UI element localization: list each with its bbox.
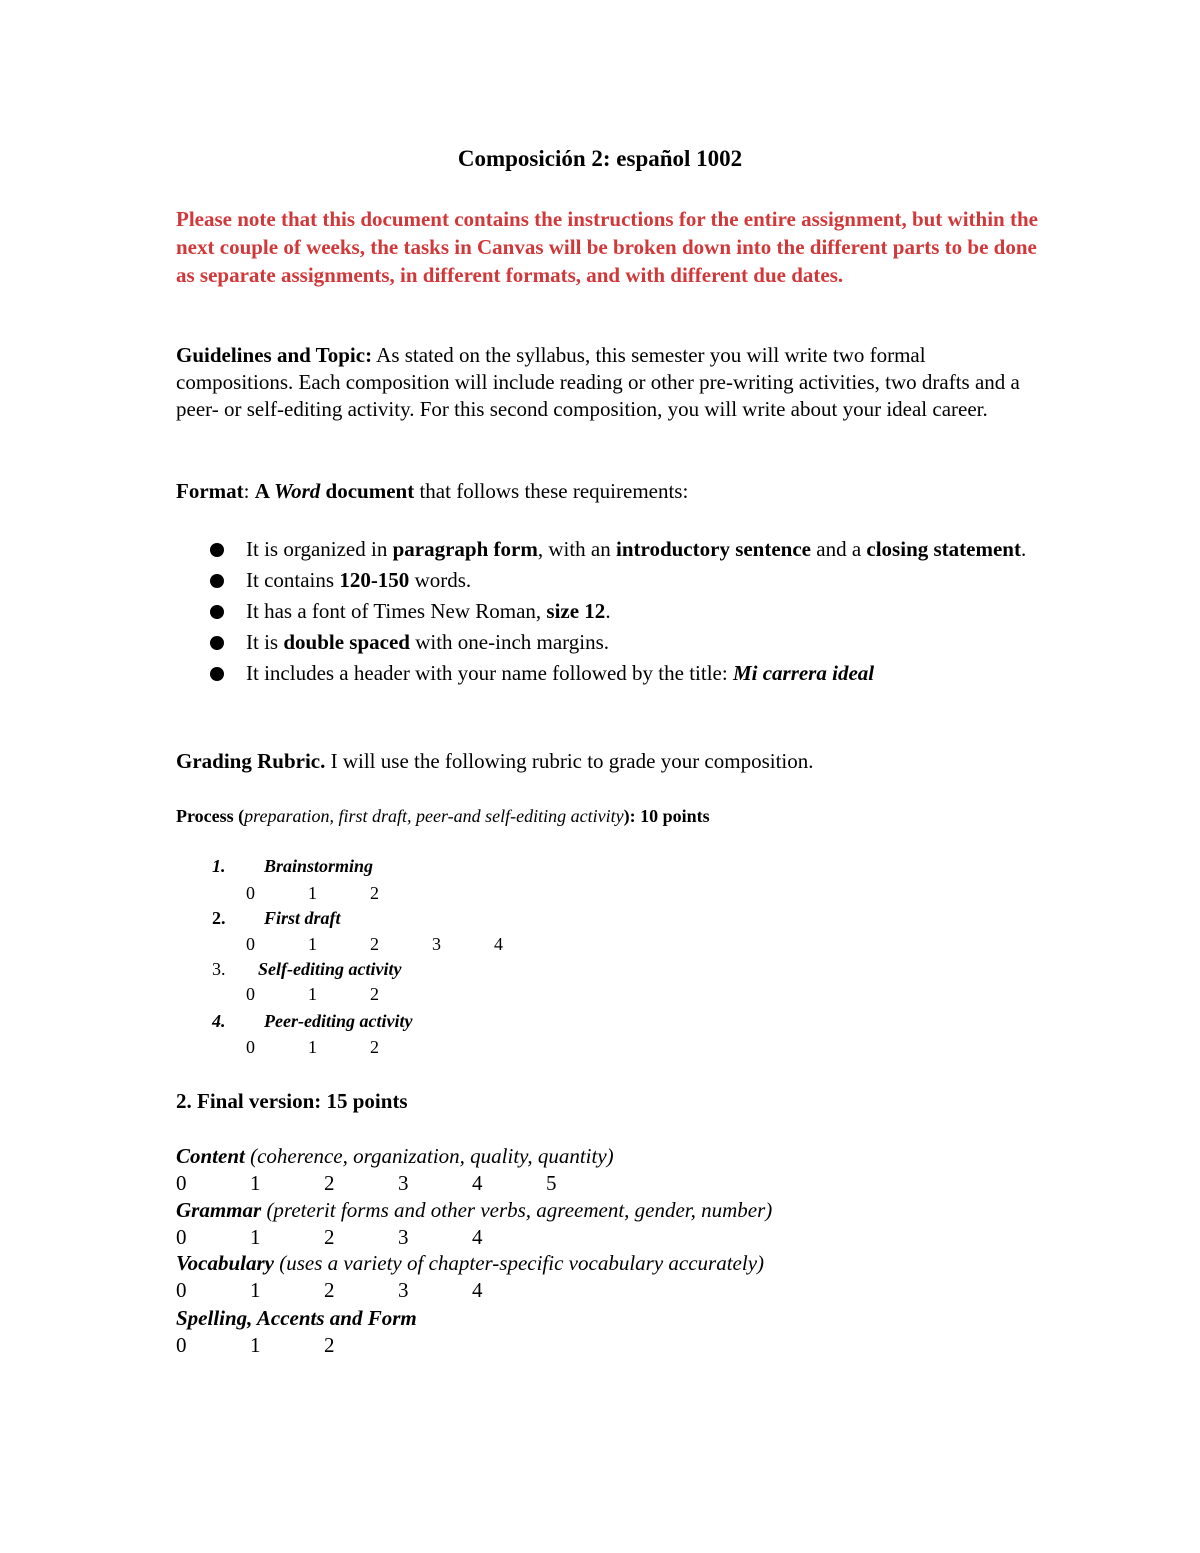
requirement-item: It contains 120-150 words. — [210, 565, 1050, 596]
process-item-scores: 0 1 2 3 4 — [246, 934, 503, 954]
criterion-scores: 0 1 2 3 4 — [176, 1278, 483, 1302]
guidelines-paragraph — [176, 342, 1036, 423]
guidelines-text: As stated on the syllabus, this semester you will write two formal compositions. Each composition will include reading or other pre-writing activities, two drafts and a peer- or self-editing activity. For this second composition, you will write about your ideal career. — [176, 343, 1020, 421]
document-title: Composición 2: español 1002 — [457, 146, 743, 171]
criterion-scores: 0 1 2 — [176, 1333, 335, 1357]
process-item-scores: 0 1 2 — [246, 984, 379, 1004]
bullet-icon — [210, 574, 224, 588]
format-document: document — [320, 479, 415, 503]
format-rest: that follows these requirements: — [414, 479, 689, 503]
process-heading: Process (preparation, first draft, peer-and self-editing activity): 10 points — [176, 806, 710, 826]
requirement-item: It includes a header with your name followed by the title: Mi carrera ideal — [210, 658, 1050, 689]
criterion-scores: 0 1 2 3 4 5 — [176, 1171, 557, 1195]
bullet-icon — [210, 636, 224, 650]
format-line — [176, 478, 688, 505]
requirement-item: It is double spaced with one-inch margins. — [210, 627, 1050, 658]
process-item-scores: 0 1 2 — [246, 1037, 379, 1057]
bullet-icon — [210, 605, 224, 619]
criterion: Vocabulary (uses a variety of chapter-specific vocabulary accurately) — [176, 1251, 765, 1275]
rubric-label: Grading Rubric. — [176, 749, 326, 773]
process-item: 3. Self-editing activity — [212, 959, 402, 979]
criterion-scores: 0 1 2 3 4 — [176, 1225, 483, 1249]
format-colon: : — [243, 479, 255, 503]
guidelines-label: Guidelines and Topic: — [176, 343, 373, 367]
requirement-item: It is organized in paragraph form, with an introductory sentence and a closing statement. — [210, 534, 1050, 565]
bullet-icon — [210, 667, 224, 681]
grading-rubric-intro — [176, 748, 814, 775]
rubric-text: I will use the following rubric to grade your composition. — [325, 749, 814, 773]
criterion: Spelling, Accents and Form — [176, 1306, 417, 1330]
format-a: A — [254, 479, 274, 503]
bullet-icon — [210, 543, 224, 557]
criterion: Content (coherence, organization, quality, quantity) — [176, 1144, 614, 1168]
assignment-note: Please note that this document contains the instructions for the entire assignment, but within the next couple of weeks, the tasks in Canvas will be broken down into the different parts to be done as separate assignments, in different formats, and with different due dates. — [176, 207, 1038, 287]
process-item: 2. First draft — [212, 908, 341, 928]
process-item-scores: 0 1 2 — [246, 883, 379, 903]
format-word: Word — [274, 479, 321, 503]
final-version-heading: 2. Final version: 15 points — [176, 1089, 408, 1113]
requirements-list — [210, 534, 1050, 689]
criterion: Grammar (preterit forms and other verbs, agreement, gender, number) — [176, 1198, 773, 1222]
process-item: 1. Brainstorming — [212, 856, 374, 876]
requirement-item: It has a font of Times New Roman, size 12. — [210, 596, 1050, 627]
process-item: 4. Peer-editing activity — [212, 1011, 413, 1031]
format-label: Format — [176, 479, 244, 503]
